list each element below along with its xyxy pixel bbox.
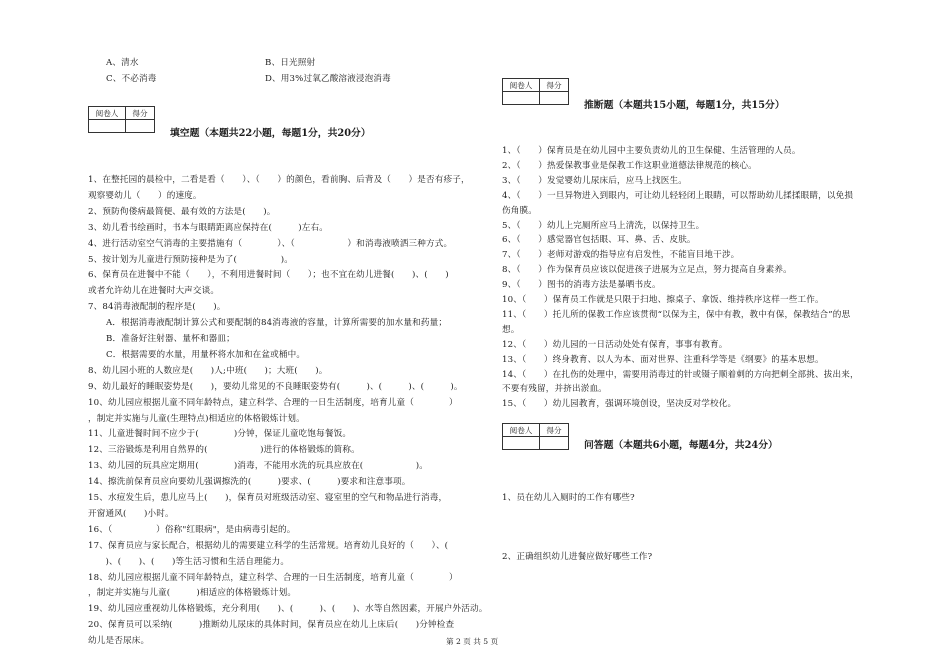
fill-line: 16、（ ）俗称"红眼病"，是由病毒引起的。 bbox=[88, 524, 296, 535]
option-b: B、日光照射 bbox=[265, 58, 316, 68]
fill-line: 13、幼儿园的玩具应定期用( )消毒，不能用水洗的玩具应放在( )。 bbox=[88, 461, 429, 472]
qa-question-1: 1、员在幼儿入厕时的工作有哪些? bbox=[502, 493, 635, 503]
fill-line: 12、三浴锻炼是利用自然界的( )进行的体格锻炼的简称。 bbox=[88, 445, 360, 456]
fill-score-box bbox=[88, 106, 155, 133]
judge-line: 想。 bbox=[502, 324, 520, 335]
page-footer: 第 2 页 共 5 页 bbox=[446, 637, 499, 646]
qa-score-box bbox=[502, 423, 569, 450]
judge-line: 12、（ ）幼儿园的一日活动处处有保育，事事有教育。 bbox=[502, 339, 728, 350]
fill-line: 8、幼儿园小班的人数应是( )人;中班( )；大班( )。 bbox=[88, 365, 328, 376]
fill-line: 观察婴幼儿（ ）的速度。 bbox=[88, 190, 202, 201]
fill-line: A．根据消毒液配制计算公式和要配制的84消毒液的容量，计算所需要的加水量和药量； bbox=[106, 318, 448, 329]
judge-line: 11、（ ）托儿所的保教工作应该贯彻“以保为主，保中有教，教中有保，保教结合”的思 bbox=[502, 309, 851, 320]
option-d: D、用3%过氧乙酸溶液浸泡消毒 bbox=[265, 74, 391, 84]
judge-line: 6、（ ）感觉器官包括眼、耳、鼻、舌、皮肤。 bbox=[502, 235, 696, 246]
judge-line: 15、（ ）幼儿园教育，强调环境创设，坚决反对学校化。 bbox=[502, 399, 737, 410]
fill-line: 7、84消毒液配制的程序是( )。 bbox=[88, 302, 226, 313]
judge-score-box bbox=[502, 78, 569, 105]
option-a: A、清水 bbox=[106, 58, 139, 68]
fill-line: ，制定并实施与儿童( )相适应的体格锻炼计划。 bbox=[88, 588, 297, 599]
score-label: 得分 bbox=[540, 424, 569, 437]
fill-line: 1、在整托园的晨检中，二看是看（ ）、（ ）的颜色，看前胸、后背及（ ）是否有疹子， bbox=[88, 175, 470, 185]
fill-line: 9、幼儿最好的睡眠姿势是( )，要幼儿常见的不良睡眠姿势有( )、( )、( )。 bbox=[88, 381, 463, 392]
judge-line: 4、（ ）一旦异物进入到眼内，可让幼儿轻轻闭上眼睛，可以帮助幼儿揉揉眼睛，以免损 bbox=[502, 190, 854, 201]
score-label: 得分 bbox=[540, 79, 569, 92]
reviewer-cell bbox=[503, 437, 540, 450]
fill-line: 17、保育员应与家长配合，根据幼儿的需要建立科学的生活常规。培育幼儿良好的（ ）、( bbox=[88, 540, 449, 551]
fill-line: 幼儿是否尿床。 bbox=[88, 636, 150, 647]
fill-line: 4、进行活动室空气消毒的主要措施有（ ）、（ ）和消毒液喷洒三种方式。 bbox=[88, 238, 453, 249]
fill-line: 5、按计划为儿童进行预防接种是为了( )。 bbox=[88, 254, 293, 265]
judge-line: 8、（ ）作为保育员应该以促进孩子进展为立足点，努力提高自身素养。 bbox=[502, 265, 792, 276]
fill-line: 18、幼儿园应根据儿童不同年龄特点，建立科学、合理的一日生活制度，培育儿童（ ） bbox=[88, 572, 458, 583]
judge-line: 伤角膜。 bbox=[502, 205, 537, 216]
fill-line: 20、保育员可以采纳( )推断幼儿尿床的具体时间，保育员应在幼儿上床后( )分钟检查 bbox=[88, 620, 455, 631]
judge-line: 9、（ ）图书的消毒方法是暴晒书皮。 bbox=[502, 280, 661, 291]
fill-line: 3、幼儿看书绘画时，书本与眼睛距离应保持在( )左右。 bbox=[88, 222, 328, 233]
score-cell bbox=[540, 437, 569, 450]
score-cell bbox=[540, 92, 569, 105]
fill-section-title: 填空题（本题共22小题，每题1分，共20分） bbox=[170, 128, 371, 139]
judge-line: 7、（ ）老师对游戏的指导应有启发性，不能盲目地干涉。 bbox=[502, 250, 740, 261]
fill-line: C．根据需要的水量，用量杯将水加和在盆或桶中。 bbox=[106, 349, 306, 360]
reviewer-label: 阅卷人 bbox=[89, 107, 126, 120]
fill-line: 开窗通风( )小时。 bbox=[88, 508, 174, 519]
judge-section-title: 推断题（本题共15小题，每题1分，共15分） bbox=[584, 100, 785, 111]
score-cell bbox=[126, 120, 155, 133]
judge-line: 2、（ ）热爱保教事业是保教工作这职业道德法律规范的核心。 bbox=[502, 160, 757, 171]
fill-line: 19、幼儿园应重视幼儿体格锻炼，充分利用( )、( )、( )、水等自然因素，开展户外活动。 bbox=[88, 604, 488, 615]
fill-line: 10、幼儿园应根据儿童不同年龄特点，建立科学、合理的一日生活制度，培育儿童（ ） bbox=[88, 397, 458, 408]
judge-line: 13、（ ）终身教育、以人为本、面对世界、注重科学等是《纲要》的基本思想。 bbox=[502, 354, 824, 365]
reviewer-label: 阅卷人 bbox=[503, 79, 540, 92]
fill-line: 2、预防佝偻病最简便、最有效的方法是( )。 bbox=[88, 206, 276, 217]
judge-line: 1、（ ）保育员是在幼儿园中主要负责幼儿的卫生保健、生活管理的人员。 bbox=[502, 146, 801, 156]
fill-line: ，制定并实施与儿童(生理特点)相适应的体格锻炼计划。 bbox=[88, 413, 305, 424]
judge-line: 5、（ ）幼儿上完厕所应马上清洗，以保持卫生。 bbox=[502, 220, 705, 231]
score-label: 得分 bbox=[126, 107, 155, 120]
fill-line: 11、儿童进餐时间不应少于( )分钟，保证儿童吃饱每餐饭。 bbox=[88, 429, 352, 440]
fill-line: 14、擦洗前保育员应向要幼儿强调擦洗的( )要求、( )要求和注意事项。 bbox=[88, 477, 411, 488]
qa-section-title: 问答题（本题共6小题，每题4分，共24分） bbox=[584, 440, 778, 451]
reviewer-cell bbox=[503, 92, 540, 105]
reviewer-cell bbox=[89, 120, 126, 133]
judge-line: 3、（ ）发觉婴幼儿尿床后，应马上找医生。 bbox=[502, 175, 687, 186]
fill-line: 15、水痘发生后，患儿应马上( )，保育员对班级活动室、寝室里的空气和物品进行消毒， bbox=[88, 493, 448, 503]
judge-line: 不要有残留，并挤出淤血。 bbox=[502, 384, 607, 395]
qa-question-2: 2、正确组织幼儿进餐应做好哪些工作? bbox=[502, 552, 653, 562]
fill-line: )、( )、( )等生活习惯和生活自理能力。 bbox=[88, 556, 290, 567]
option-c: C、不必消毒 bbox=[106, 74, 157, 84]
reviewer-label: 阅卷人 bbox=[503, 424, 540, 437]
judge-line: 10、（ ）保育员工作就是只限于扫地、擦桌子、拿饭、维持秩序这样一些工作。 bbox=[502, 295, 824, 305]
judge-line: 14、（ ）在扎伤的处理中，需要用消毒过的针或镊子顺着刺的方向把刺全部挑、拔出来， bbox=[502, 369, 859, 380]
fill-line: B．准备好注射器、量杯和器皿； bbox=[106, 334, 235, 344]
fill-line: 6、保育员在进餐中不能（ ），不利用进餐时间（ ）；也不宜在幼儿进餐( )、( ) bbox=[88, 270, 449, 281]
fill-line: 或者允许幼儿在进餐时大声交谈。 bbox=[88, 286, 220, 297]
